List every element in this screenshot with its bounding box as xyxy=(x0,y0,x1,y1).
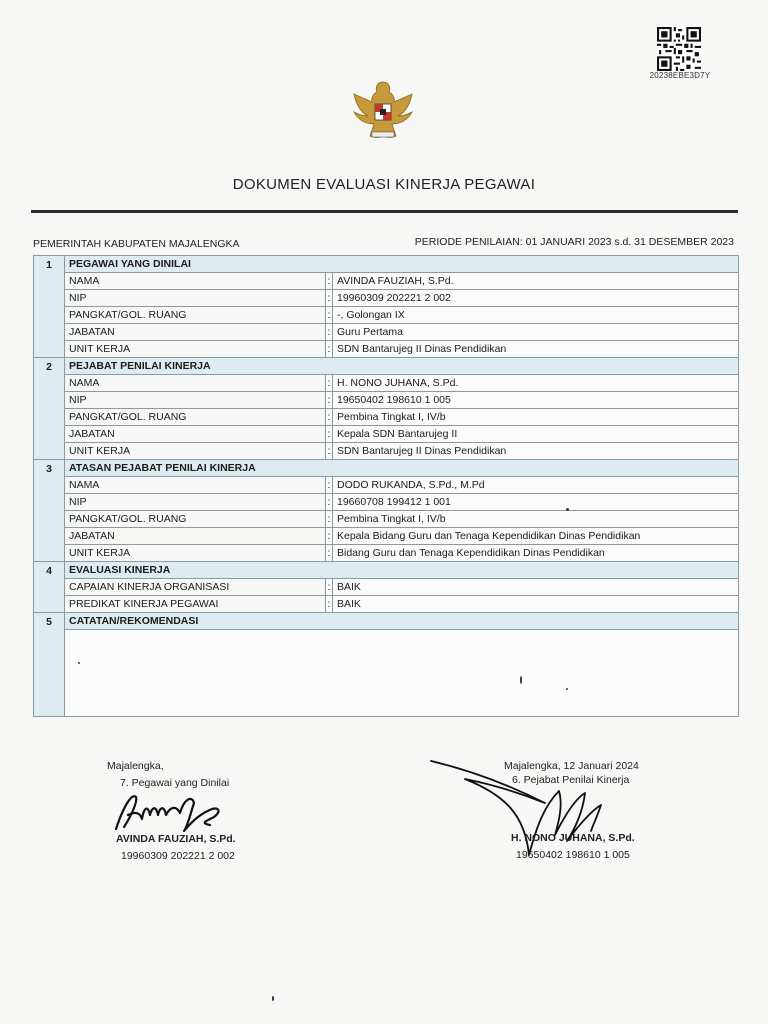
scan-speck xyxy=(78,662,80,664)
table-row xyxy=(34,596,739,613)
colon-separator: : xyxy=(326,341,333,358)
field-value: Pembina Tingkat I, IV/b xyxy=(333,511,739,528)
qr-code-icon xyxy=(657,27,701,71)
field-value: Guru Pertama xyxy=(333,324,739,341)
colon-separator: : xyxy=(326,443,333,460)
field-label: UNIT KERJA xyxy=(65,443,326,460)
table-row xyxy=(34,477,739,494)
colon-separator: : xyxy=(326,375,333,392)
table-row xyxy=(34,290,739,307)
field-value: BAIK xyxy=(333,579,739,596)
table-row xyxy=(34,426,739,443)
colon-separator: : xyxy=(326,494,333,511)
colon-separator: : xyxy=(326,426,333,443)
field-value: Kepala SDN Bantarujeg II xyxy=(333,426,739,443)
table-row xyxy=(34,511,739,528)
evaluation-table xyxy=(33,255,739,717)
notes-row xyxy=(34,630,739,717)
field-value: AVINDA FAUZIAH, S.Pd. xyxy=(333,273,739,290)
document-title: DOKUMEN EVALUASI KINERJA PEGAWAI xyxy=(232,176,536,193)
scan-speck xyxy=(566,688,568,690)
section-header xyxy=(34,358,739,375)
field-label: NAMA xyxy=(65,375,326,392)
signer-right-nip: 19650402 198610 1 005 xyxy=(516,849,630,861)
field-label: PANGKAT/GOL. RUANG xyxy=(65,409,326,426)
colon-separator: : xyxy=(326,545,333,562)
table-row xyxy=(34,273,739,290)
table-row xyxy=(34,528,739,545)
garuda-emblem-icon xyxy=(346,74,420,148)
field-label: UNIT KERJA xyxy=(65,341,326,358)
signer-right-place-date: Majalengka, 12 Januari 2024 xyxy=(504,760,639,772)
section-title: EVALUASI KINERJA xyxy=(65,562,739,579)
table-row xyxy=(34,545,739,562)
field-label: UNIT KERJA xyxy=(65,545,326,562)
field-label: NIP xyxy=(65,392,326,409)
government-label: PEMERINTAH KABUPATEN MAJALENGKA xyxy=(33,238,240,250)
field-label: PANGKAT/GOL. RUANG xyxy=(65,511,326,528)
period-label: PERIODE PENILAIAN: 01 JANUARI 2023 s.d. 31 DESEMBER 2023 xyxy=(414,236,734,248)
notes-area xyxy=(65,630,739,717)
field-label: JABATAN xyxy=(65,426,326,443)
field-label: NIP xyxy=(65,290,326,307)
field-value: SDN Bantarujeg II Dinas Pendidikan xyxy=(333,443,739,460)
signature-left-image xyxy=(110,785,230,840)
signer-left-place-date: Majalengka, xyxy=(107,760,164,772)
section-title: PEGAWAI YANG DINILAI xyxy=(65,256,739,273)
field-value: Pembina Tingkat I, IV/b xyxy=(333,409,739,426)
colon-separator: : xyxy=(326,579,333,596)
section-title: PEJABAT PENILAI KINERJA xyxy=(65,358,739,375)
field-value: 19650402 198610 1 005 xyxy=(333,392,739,409)
field-label: NAMA xyxy=(65,477,326,494)
signer-right-name: H. NONO JUHANA, S.Pd. xyxy=(511,832,635,844)
table-row xyxy=(34,443,739,460)
colon-separator: : xyxy=(326,307,333,324)
field-value: DODO RUKANDA, S.Pd., M.Pd xyxy=(333,477,739,494)
qr-code-text: 20238EBE3D7Y xyxy=(649,71,711,80)
colon-separator: : xyxy=(326,392,333,409)
table-row xyxy=(34,494,739,511)
colon-separator: : xyxy=(326,290,333,307)
section-number: 5 xyxy=(34,613,65,717)
section-number: 1 xyxy=(34,256,65,358)
colon-separator: : xyxy=(326,324,333,341)
table-row xyxy=(34,307,739,324)
section-number: 2 xyxy=(34,358,65,460)
signer-left-name: AVINDA FAUZIAH, S.Pd. xyxy=(116,833,236,845)
field-label: NIP xyxy=(65,494,326,511)
section-title: CATATAN/REKOMENDASI xyxy=(65,613,739,630)
field-value: H. NONO JUHANA, S.Pd. xyxy=(333,375,739,392)
colon-separator: : xyxy=(326,477,333,494)
scan-speck xyxy=(520,676,522,684)
scan-speck xyxy=(272,996,274,1001)
field-label: PREDIKAT KINERJA PEGAWAI xyxy=(65,596,326,613)
field-label: PANGKAT/GOL. RUANG xyxy=(65,307,326,324)
signer-left-role: 7. Pegawai yang Dinilai xyxy=(120,777,230,789)
field-value: SDN Bantarujeg II Dinas Pendidikan xyxy=(333,341,739,358)
section-number: 3 xyxy=(34,460,65,562)
field-label: JABATAN xyxy=(65,324,326,341)
signer-left-nip: 19960309 202221 2 002 xyxy=(121,850,235,862)
table-row xyxy=(34,375,739,392)
table-row xyxy=(34,341,739,358)
field-value: Kepala Bidang Guru dan Tenaga Kependidikan Dinas Pendidikan xyxy=(333,528,739,545)
colon-separator: : xyxy=(326,528,333,545)
section-header xyxy=(34,562,739,579)
signer-right-role: 6. Pejabat Penilai Kinerja xyxy=(512,774,630,786)
colon-separator: : xyxy=(326,273,333,290)
title-divider xyxy=(31,210,738,213)
section-header xyxy=(34,256,739,273)
table-row xyxy=(34,409,739,426)
section-number: 4 xyxy=(34,562,65,613)
field-label: NAMA xyxy=(65,273,326,290)
table-row xyxy=(34,392,739,409)
field-value: BAIK xyxy=(333,596,739,613)
field-value: 19660708 199412 1 001 xyxy=(333,494,739,511)
field-label: JABATAN xyxy=(65,528,326,545)
table-row xyxy=(34,579,739,596)
table-row xyxy=(34,324,739,341)
colon-separator: : xyxy=(326,596,333,613)
field-label: CAPAIAN KINERJA ORGANISASI xyxy=(65,579,326,596)
colon-separator: : xyxy=(326,409,333,426)
section-header xyxy=(34,460,739,477)
scan-speck xyxy=(566,508,569,511)
field-value: 19960309 202221 2 002 xyxy=(333,290,739,307)
section-header xyxy=(34,613,739,630)
field-value: -, Golongan IX xyxy=(333,307,739,324)
colon-separator: : xyxy=(326,511,333,528)
section-title: ATASAN PEJABAT PENILAI KINERJA xyxy=(65,460,739,477)
field-value: Bidang Guru dan Tenaga Kependidikan Dinas Pendidikan xyxy=(333,545,739,562)
